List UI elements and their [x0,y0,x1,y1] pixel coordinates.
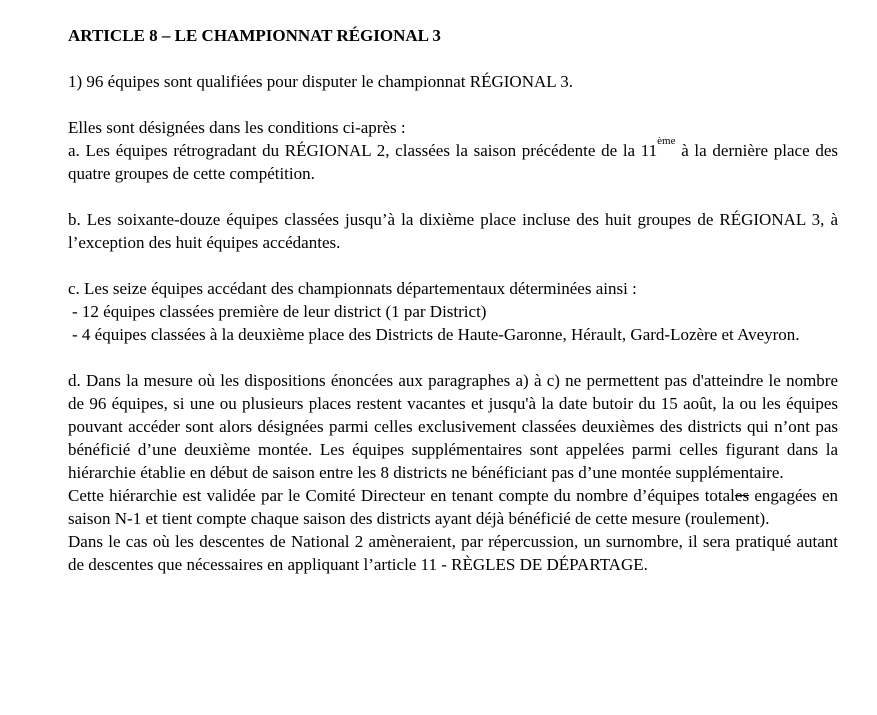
item-a-text-after: à la dernière place des quatre groupes de cette compétition. [68,141,838,183]
item-a-superscript: ème [657,135,676,148]
item-c-block [68,277,838,346]
intro-paragraph: 1) 96 équipes sont qualifiées pour disputer le championnat RÉGIONAL 3. [68,72,574,91]
item-d-p2-text-before: Cette hiérarchie est validée par le Comité Directeur en tenant compte du nombre d’équipes total [68,486,735,505]
item-d-paragraph-2 [68,484,838,530]
item-a-paragraph [68,135,838,185]
item-d-paragraph-3: Dans le cas où les descentes de National 2 amèneraient, par répercussion, un surnombre, il sera pratiqué autant de descentes que nécessaires en appliquant l’article 11 - RÈGLES DE DÉPARTAGE. [68,532,838,574]
designation-lead: Elles sont désignées dans les conditions ci-après : [68,118,406,137]
struck-text: es [734,486,750,505]
item-c-lead: c. Les seize équipes accédant des championnats départementaux déterminées ainsi : [68,279,637,298]
item-c-bullet-2: - 4 équipes classées à la deuxième place des Districts de Haute-Garonne, Hérault, Gard-Lozère et Aveyron. [72,325,800,344]
item-c-bullet-1: - 12 équipes classées première de leur district (1 par District) [72,302,487,321]
item-d-paragraph-1: d. Dans la mesure où les dispositions énoncées aux paragraphes a) à c) ne permettent pas d'atteindre le nombre de 96 équipes, si une ou plusieurs places restent vacantes et jusqu'à la date butoir du 15 août, la ou les équipes pouvant accéder sont alors désignées parmi celles exclusivement classées deuxièmes des districts qui n’ont pas bénéficié d’une deuxième montée. Les équipes supplémentaires sont appelées parmi celles figurant dans la hiérarchie établie en début de saison entre les 8 districts ne bénéficiant pas d’une montée supplémentaire. [68,371,838,482]
item-b-paragraph: b. Les soixante-douze équipes classées jusqu’à la dixième place incluse des huit groupes de RÉGIONAL 3, à l’exception des huit équipes accédantes. [68,210,838,252]
designation-block [68,116,838,185]
item-a-text-before: a. Les équipes rétrogradant du RÉGIONAL 2, classées la saison précédente de la 11 [68,141,658,160]
item-d-block [68,369,838,576]
item-d-p2-text-after: engagées en saison N-1 et tient compte chaque saison des districts ayant déjà bénéficié de cette mesure (roulement). [68,486,838,528]
article-title: ARTICLE 8 – LE CHAMPIONNAT RÉGIONAL 3 [68,26,441,45]
